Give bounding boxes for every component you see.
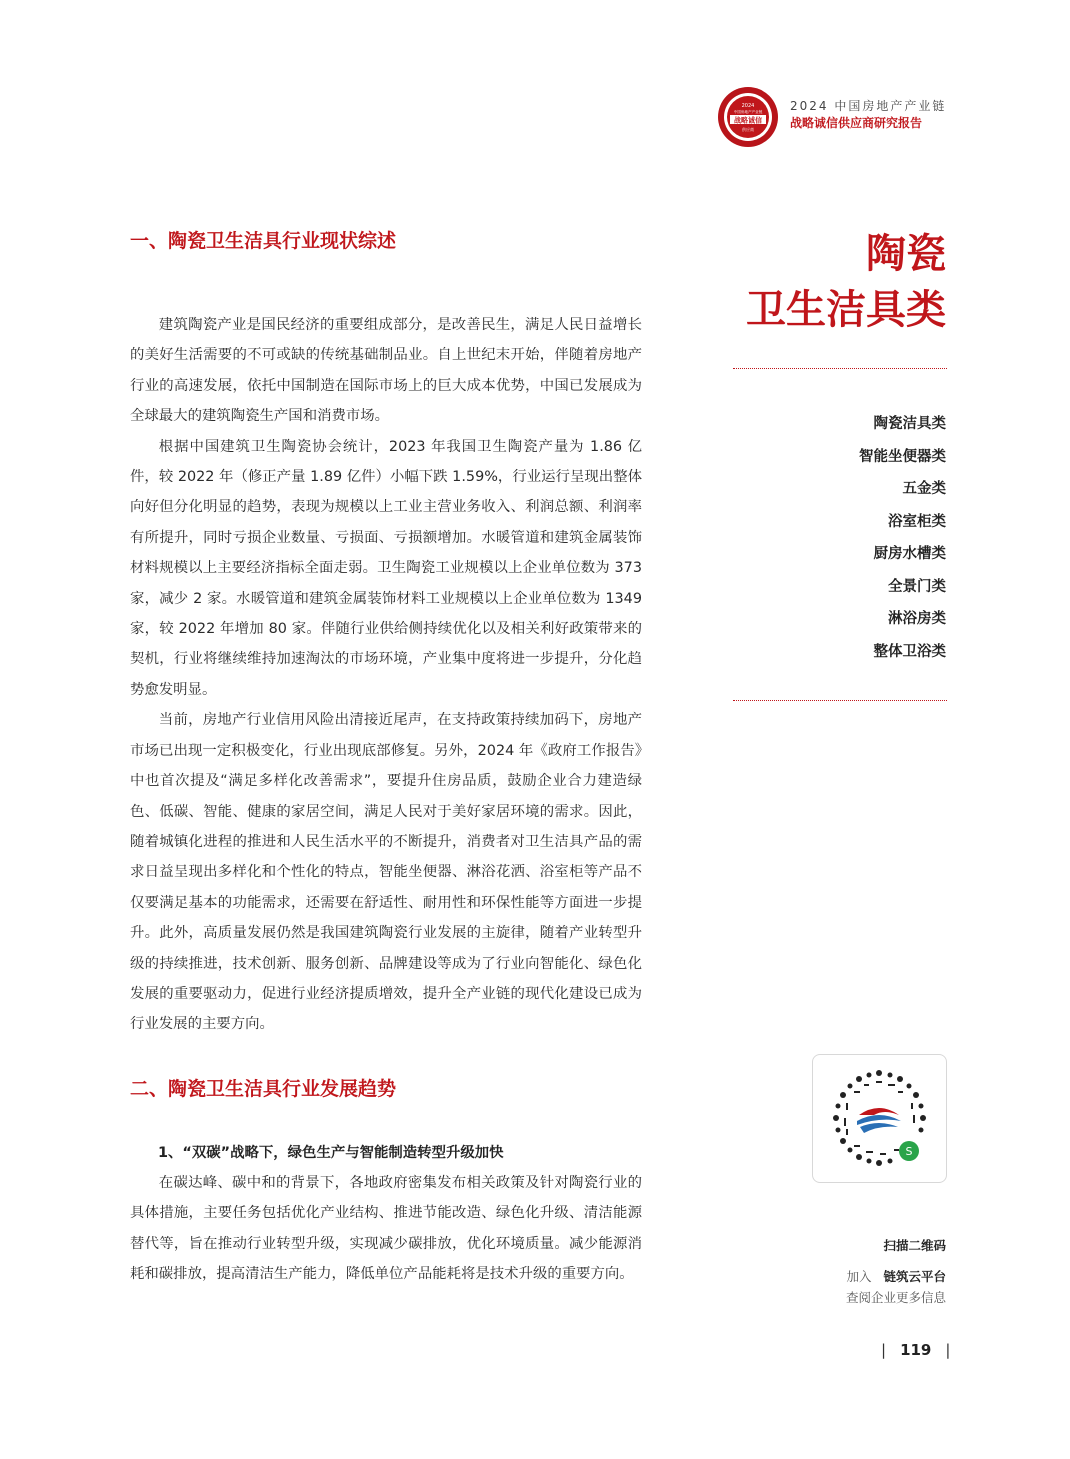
seal-small-text: 中国房地产产业链 — [733, 110, 763, 114]
report-header — [790, 98, 946, 132]
join-prefix: 加入 — [846, 1269, 872, 1284]
subcategory-item: 整体卫浴类 — [873, 643, 946, 660]
scan-qr-label: 扫描二维码 — [883, 1238, 946, 1253]
more-info-text: 查阅企业更多信息 — [845, 1290, 946, 1305]
page-divider: | — [945, 1341, 951, 1359]
subcategory-item: 厨房水槽类 — [873, 546, 946, 562]
page-number-value: 119 — [900, 1341, 932, 1359]
header-line2: 战略诚信供应商研究报告 — [790, 116, 923, 130]
main-content — [130, 226, 642, 1289]
section1-title: 一、陶瓷卫生洁具行业现状综述 — [130, 230, 397, 252]
divider-top — [733, 368, 947, 369]
subcategory-item: 智能坐便器类 — [859, 448, 946, 465]
subcategory-list — [859, 408, 946, 668]
seal-bottom-text: 供应商 — [742, 127, 754, 132]
seal-year: 2024 — [741, 103, 755, 109]
section2-title: 二、陶瓷卫生洁具行业发展趋势 — [130, 1077, 397, 1100]
category-title-line2: 卫生洁具类 — [746, 287, 946, 333]
seal-main-text: 战略诚信 — [734, 115, 762, 125]
subheading-1: 1、“双碳”战略下，绿色生产与智能制造转型升级加快 — [158, 1144, 504, 1161]
mini-program-qr-code[interactable] — [812, 1054, 947, 1183]
subcategory-item: 浴室柜类 — [888, 513, 946, 530]
section1-paragraph-1: 建筑陶瓷产业是国民经济的重要组成部分，是改善民生，满足人民日益增长的美好生活需要的不可或缺的传统基础制品业。自上世纪末开始，伴随着房地产行业的高速发展，依托中国制造在国际市场上的巨大成本优势，中国已发展成为全球最大的建筑陶瓷生产国和消费市场。 — [130, 317, 642, 425]
subcategory-item: 五金类 — [902, 481, 946, 497]
page-number — [867, 1341, 964, 1359]
section1-paragraph-2: 根据中国建筑卫生陶瓷协会统计，2023 年我国卫生陶瓷产量为 1.86 亿件，较 2022 年（修正产量 1.89 亿件）小幅下跌 1.59%，行业运行呈现出整体向好但分化明显的趋势，表现为规模以上工业主营业务收入、利润总额、利润率有所提升，同时亏损企业数量、亏损面、亏损额增加。水暖管道和建筑金属装饰材料规模以上主要经济指标全面走弱。卫生陶瓷工业规模以上企业单位数为 373 家，减少 2 家。水暖管道和建筑金属装饰材料工业规模以上企业单位数为 1349 家，较 2022 年增加 80 家。伴随行业供给侧持续优化以及相关利好政策带来的契机，行业将继续维持加速淘汰的市场环境，产业集中度将进一步提升，分化趋势愈发明显。 — [130, 438, 642, 698]
section1-paragraph-3: 当前，房地产行业信用风险出清接近尾声，在支持政策持续加码下，房地产市场已出现一定积极变化，行业出现底部修复。另外，2024 年《政府工作报告》中也首次提及“满足多样化改善需求”，要提升住房品质，鼓励企业合力建造绿色、低碳、智能、健康的家居空间，满足人民对于美好家居环境的需求。因此，随着城镇化进程的推进和人民生活水平的不断提升，消费者对卫生洁具产品的需求日益呈现出多样化和个性化的特点，智能坐便器、淋浴花洒、浴室柜等产品不仅要满足基本的功能需求，还需要在舒适性、耐用性和环保性能等方面进一步提升。此外，高质量发展仍然是我国建筑陶瓷行业发展的主旋律，随着产业转型升级的持续推进，技术创新、服务创新、品牌建设等成为了行业向智能化、绿色化发展的重要驱动力，促进行业经济提质增效，提升全产业链的现代化建设已成为行业发展的主要方向。 — [130, 712, 642, 1033]
category-title — [746, 226, 946, 338]
category-title-line1: 陶瓷 — [866, 231, 946, 277]
divider-bottom — [733, 700, 947, 701]
qr-code-icon — [824, 1063, 935, 1174]
subcategory-item: 全景门类 — [888, 578, 946, 595]
platform-name: 链筑云平台 — [883, 1269, 946, 1284]
subcategory-item: 陶瓷洁具类 — [873, 416, 946, 432]
join-platform-line — [846, 1267, 946, 1285]
svg-text:S: S — [905, 1145, 913, 1158]
page-divider: | — [881, 1341, 887, 1359]
section2-paragraph-1: 在碳达峰、碳中和的背景下，各地政府密集发布相关政策及针对陶瓷行业的具体措施，主要任务包括优化产业结构、推进节能改造、绿色化升级、清洁能源替代等，旨在推动行业转型升级，实现减少碳排放，优化环境质量。减少能源消耗和碳排放，提高清洁生产能力，降低单位产品能耗将是技术升级的重要方向。 — [130, 1174, 642, 1282]
certification-seal-logo — [717, 86, 779, 148]
header-line1: 2024 中国房地产产业链 — [790, 99, 947, 113]
subcategory-item: 淋浴房类 — [888, 611, 946, 627]
